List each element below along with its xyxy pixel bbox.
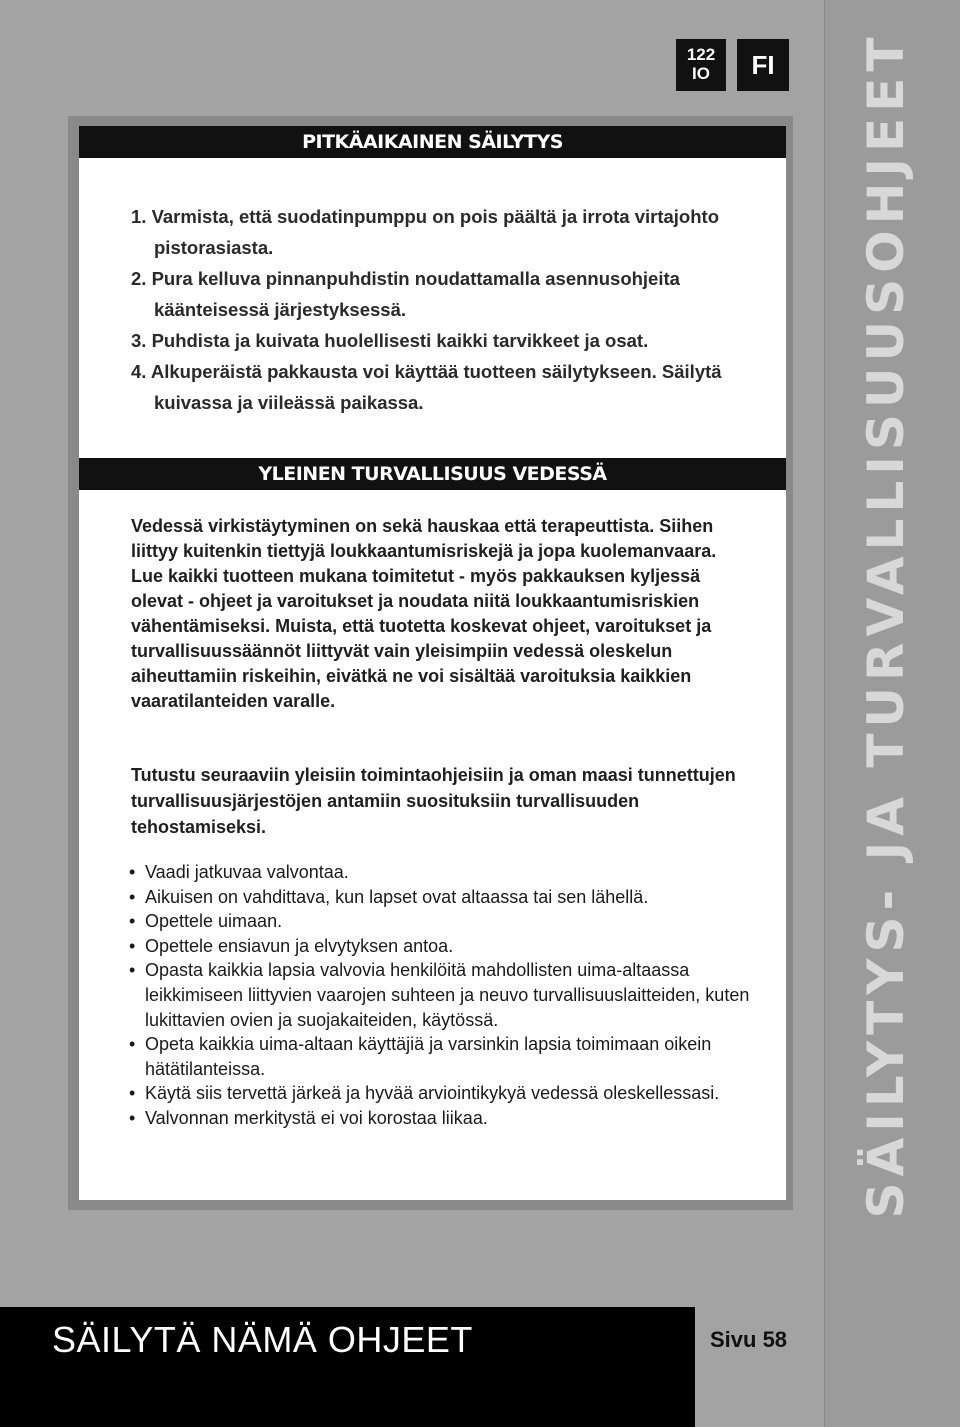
list-item: 4. Alkuperäistä pakkausta voi käyttää tuotteen säilytykseen. Säilytä kuivassa ja viileässä paikassa.: [131, 361, 722, 413]
bullet-icon: •: [129, 1083, 136, 1104]
safety-bullet-list: [129, 860, 769, 1131]
list-item: 3. Puhdista ja kuivata huolellisesti kaikki tarvikkeet ja osat.: [131, 330, 649, 351]
safety-intro-paragraph: Vedessä virkistäytyminen on sekä hauskaa että terapeuttista. Siihen liittyy kuitenkin tiettyjä loukkaantumisriskejä ja jopa kuolemanvaara. Lue kaikki tuotteen mukana toimitetut - myös pakkauksen kyljessä olevat - ohjeet ja varoitukset ja noudata niitä loukkaantumisriskien vähentämiseksi. Muista, että tuotetta koskevat ohjeet, varoitukset ja turvallisuussäännöt liittyvät vain yleisimpiin vedessä oleskelun aiheuttamiin riskeihin, eivätkä ne voi sisältää varoituksia kaikkien vaaratilanteiden varalle.: [131, 516, 717, 711]
model-badge: [676, 39, 726, 91]
bullet-text: Aikuisen on vahdittava, kun lapset ovat altaassa tai sen lähellä.: [145, 886, 649, 907]
list-item: [129, 1032, 769, 1081]
safety-guidance-paragraph: Tutustu seuraaviin yleisiin toimintaohjeisiin ja oman maasi tunnettujen turvallisuusjärjestöjen antamiin suosituksiin turvallisuuden tehostamiseksi.: [131, 765, 736, 837]
model-badge-number: 122: [686, 45, 716, 64]
bullet-icon: •: [129, 886, 136, 907]
footer-title: SÄILYTÄ NÄMÄ OHJEET: [52, 1319, 473, 1360]
bullet-text: Opeta kaikkia uima-altaan käyttäjiä ja varsinkin lapsia toimimaan oikein hätätilanteissa.: [145, 1034, 712, 1079]
model-badge-code: IO: [692, 64, 710, 83]
section-heading-storage: PITKÄAIKAINEN SÄILYTYS: [79, 126, 786, 158]
bullet-text: Vaadi jatkuvaa valvontaa.: [145, 862, 349, 882]
bullet-icon: •: [129, 1034, 136, 1055]
language-badge: FI: [737, 39, 789, 91]
list-item: 2. Pura kelluva pinnanpuhdistin noudattamalla asennusohjeita käänteisessä järjestyksessä.: [131, 268, 680, 320]
list-item: [129, 934, 769, 959]
list-item: [129, 909, 769, 934]
bullet-icon: •: [129, 862, 136, 882]
list-item: [129, 1106, 769, 1131]
section-heading-water-safety: YLEINEN TURVALLISUUS VEDESSÄ: [79, 458, 786, 490]
bullet-text: Käytä siis tervettä järkeä ja hyvää arviointikykyä vedessä oleskellessasi.: [145, 1083, 720, 1104]
page-number: Sivu 58: [710, 1327, 788, 1352]
bullet-icon: •: [129, 960, 136, 981]
storage-steps-list: [131, 201, 751, 418]
list-item: 1. Varmista, että suodatinpumppu on pois päältä ja irrota virtajohto pistorasiasta.: [131, 206, 719, 258]
bullet-text: Opettele uimaan.: [145, 911, 283, 932]
bullet-icon: •: [129, 935, 136, 956]
bullet-icon: •: [129, 911, 136, 932]
list-item: [129, 1081, 769, 1106]
bullet-text: Opettele ensiavun ja elvytyksen antoa.: [145, 935, 454, 956]
side-section-title: SÄILYTYS- JA TURVALLISUUSOHJEET: [857, 31, 915, 1219]
bullet-text: Valvonnan merkitystä ei voi korostaa liikaa.: [145, 1107, 488, 1128]
list-item: [129, 958, 769, 1032]
bullet-icon: •: [129, 1107, 136, 1128]
bullet-text: Opasta kaikkia lapsia valvovia henkilöitä mahdollisten uima-altaassa leikkimiseen liittyvien vaarojen suhteen ja neuvo turvallisuuslaitteiden, kuten lukittavien ovien ja suojakaiteiden, käytössä.: [145, 960, 750, 1030]
list-item: [129, 885, 769, 910]
list-item: [129, 860, 769, 885]
